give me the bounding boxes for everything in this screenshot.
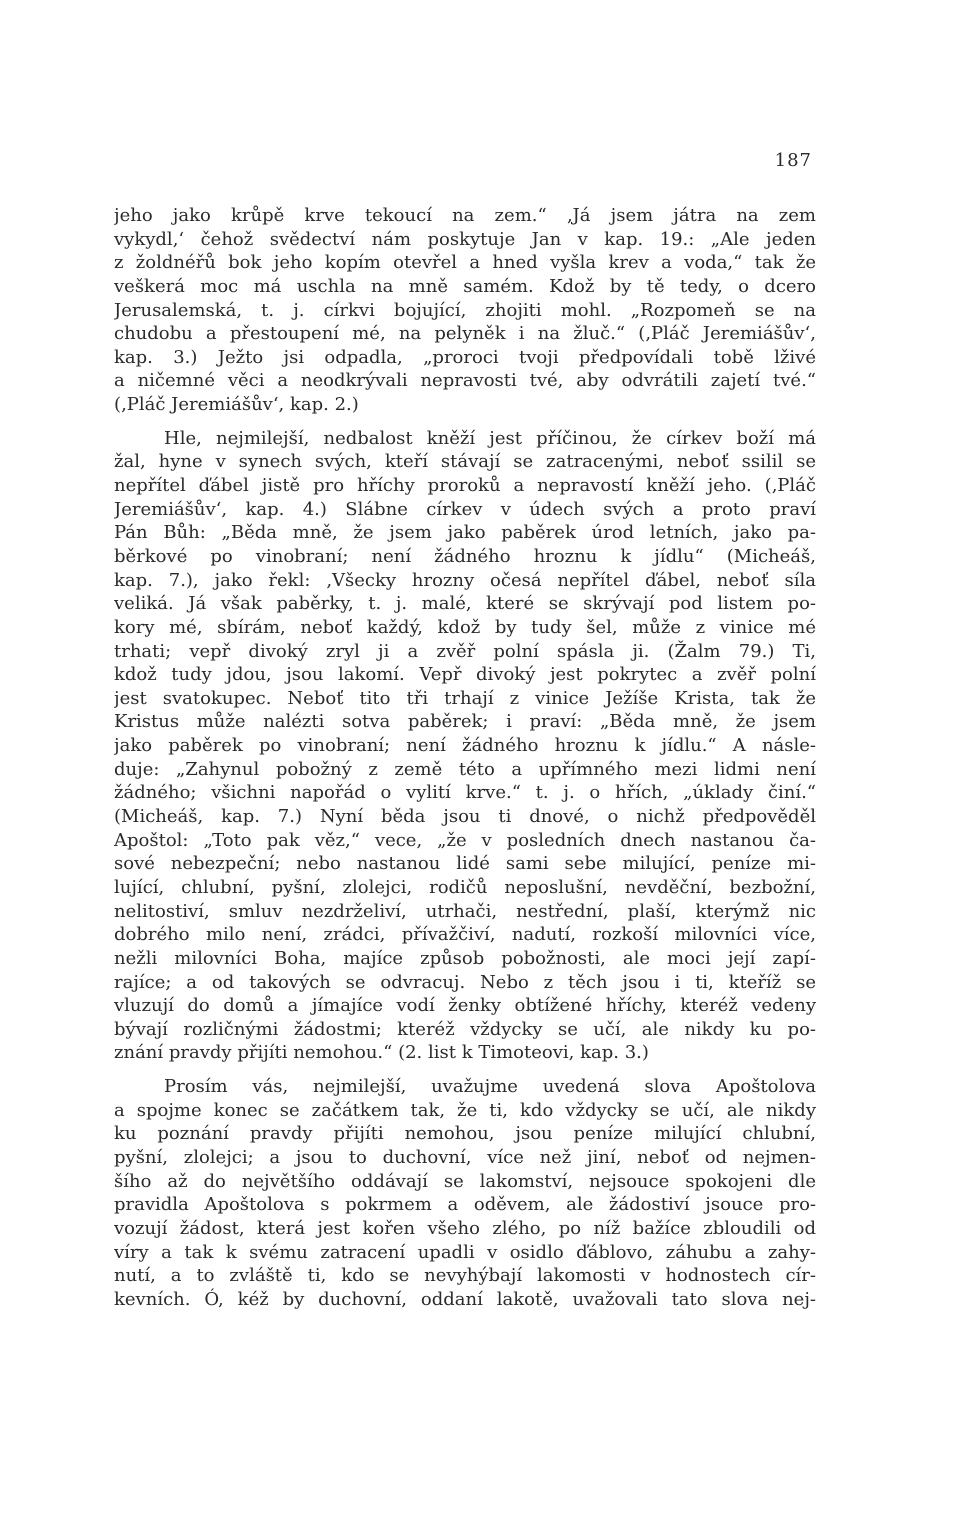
text-line: trhati; vepř divoký zryl ji a zvěř polní spásla ji. (Žalm 79.) Ti,: [114, 640, 816, 662]
text-line: nepřítel ďábel jistě pro hříchy proroků a nepravostí kněží jeho. (‚Pláč: [114, 475, 816, 497]
text-line: Pán Bůh: „Běda mně, že jsem jako paběrek úrod letních, jako pa-: [114, 522, 816, 544]
text-line: vykydl,‘ čehož svědectví nám poskytuje Jan v kap. 19.: „Ale jeden: [114, 228, 816, 250]
text-line: dobrého milo není, zrádci, přívažčiví, nadutí, rozkoší milovníci více,: [114, 924, 816, 946]
text-line: a spojme konec se začátkem tak, že ti, kdo vždycky se učí, ale nikdy: [114, 1099, 816, 1121]
text-line: víry a tak k svému zatracení upadli v osidlo ďáblovo, záhubu a zahy-: [114, 1241, 816, 1263]
text-line: nežli milovníci Boha, majíce způsob pobožnosti, ale moci její zapí-: [114, 947, 816, 969]
text-line: ku poznání pravdy přijíti nemohou, jsou peníze milující chlubní,: [114, 1123, 816, 1145]
paragraph: [114, 204, 816, 417]
text-line: kap. 3.) Ježto jsi odpadla, „proroci tvoji předpovídali tobě lživé: [114, 346, 816, 368]
paragraph: [114, 427, 816, 1065]
text-line: jako paběrek po vinobraní; není žádného hroznu k jídlu.“ A násle-: [114, 735, 816, 757]
text-line: Prosím vás, nejmilejší, uvažujme uvedená slova Apoštolova: [164, 1076, 816, 1098]
body-text: [114, 204, 816, 1311]
text-line: pravidla Apoštolova s pokrmem a oděvem, ale žádostiví jsouce pro-: [114, 1194, 816, 1216]
text-line: kap. 7.), jako řekl: ‚Všecky hrozny očesá nepřítel ďábel, neboť síla: [114, 569, 816, 591]
text-line: chudobu a přestoupení mé, na pelyněk i na žluč.“ (‚Pláč Jeremiášův‘,: [114, 323, 816, 345]
text-line: Jerusalemská, t. j. církvi bojující, zhojiti mohl. „Rozpomeň se na: [114, 299, 816, 321]
text-line: jest svatokupec. Neboť tito tři trhají z vinice Ježíše Krista, tak že: [114, 687, 816, 709]
text-line: nutí, a to zvláště ti, kdo se nevyhýbají lakomosti v hodnostech cír-: [114, 1265, 816, 1287]
text-line: Hle, nejmilejší, nedbalost kněží jest příčinou, že církev boží má: [164, 427, 816, 449]
text-line: Jeremiášův‘, kap. 4.) Slábne církev v údech svých a proto praví: [114, 498, 816, 520]
text-line: Apoštol: „Toto pak věz,“ vece, „že v posledních dnech nastanou ča-: [114, 829, 816, 851]
text-line: nelitostiví, smluv nezdrželiví, utrhači, nestřední, plaší, kterýmž nic: [114, 900, 816, 922]
text-line: bývají rozličnými žádostmi; kteréž vždycky se učí, ale nikdy ku po-: [114, 1018, 816, 1040]
paragraph-gap: [114, 417, 816, 427]
text-line: duje: „Zahynul pobožný z země této a upřímného mezi lidmi není: [114, 758, 816, 780]
text-line: vozují žádost, která jest kořen všeho zlého, po níž bažíce zbloudili od: [114, 1217, 816, 1239]
text-line: vluzují do domů a jímajíce vodí ženky obtížené hříchy, kteréž vedeny: [114, 995, 816, 1017]
text-line: sové nebezpeční; nebo nastanou lidé sami sebe milující, peníze mi-: [114, 853, 816, 875]
page-number: 187: [774, 150, 812, 171]
text-line: žádného; všichni napořád o vylití krve.“ t. j. o hřích, „úklady činí.“: [114, 782, 816, 804]
text-line: jeho jako krůpě krve tekoucí na zem.“ ‚Já jsem játra na zem: [114, 205, 816, 226]
text-line: veliká. Já však paběrky, t. j. malé, které se skrývají pod listem po-: [114, 593, 816, 615]
text-line: žal, hyne v synech svých, kteří stávají se zatracenými, neboť ssilil se: [114, 451, 816, 473]
paragraph: [114, 1075, 816, 1311]
text-line: pyšní, zlolejci; a jsou to duchovní, více než jiní, neboť od nejmen-: [114, 1146, 816, 1168]
text-line: Kristus může nalézti sotva paběrek; i praví: „Běda mně, že jsem: [114, 711, 816, 733]
text-line: šího až do největšího oddávají se lakomství, nejsouce spokojeni dle: [114, 1170, 816, 1192]
text-line: (‚Pláč Jeremiášův‘, kap. 2.): [114, 394, 359, 416]
text-line: kevních. Ó, kéž by duchovní, oddaní lakotě, uvažovali tato slova nej-: [114, 1288, 816, 1310]
text-line: a ničemné věci a neodkrývali nepravosti tvé, aby odvrátili zajetí tvé.“: [114, 370, 816, 392]
text-line: rajíce; a od takových se odvracuj. Nebo z těch jsou i ti, kteříž se: [114, 971, 816, 993]
paragraph-gap: [114, 1065, 816, 1075]
text-line: z žoldnéřů bok jeho kopím otevřel a hned vyšla krev a voda,“ tak že: [114, 252, 816, 274]
text-line: kdož tudy jdou, jsou lakomí. Vepř divoký jest pokrytec a zvěř polní: [114, 664, 816, 686]
text-line: (Micheáš, kap. 7.) Nyní běda jsou ti dnové, o nichž předpověděl: [114, 806, 816, 828]
text-line: znání pravdy přijíti nemohou.“ (2. list k Timoteovi, kap. 3.): [114, 1042, 649, 1064]
text-line: veškerá moc má uschla na mně samém. Kdož by tě tedy, o dcero: [114, 275, 816, 297]
text-line: běrkové po vinobraní; není žádného hroznu k jídlu“ (Micheáš,: [114, 545, 816, 567]
text-line: kory mé, sbírám, neboť každý, kdož by tudy šel, může z vinice mé: [114, 616, 816, 638]
text-line: lující, chlubní, pyšní, zlolejci, rodičů neposlušní, nevděční, bezbožní,: [114, 876, 816, 898]
